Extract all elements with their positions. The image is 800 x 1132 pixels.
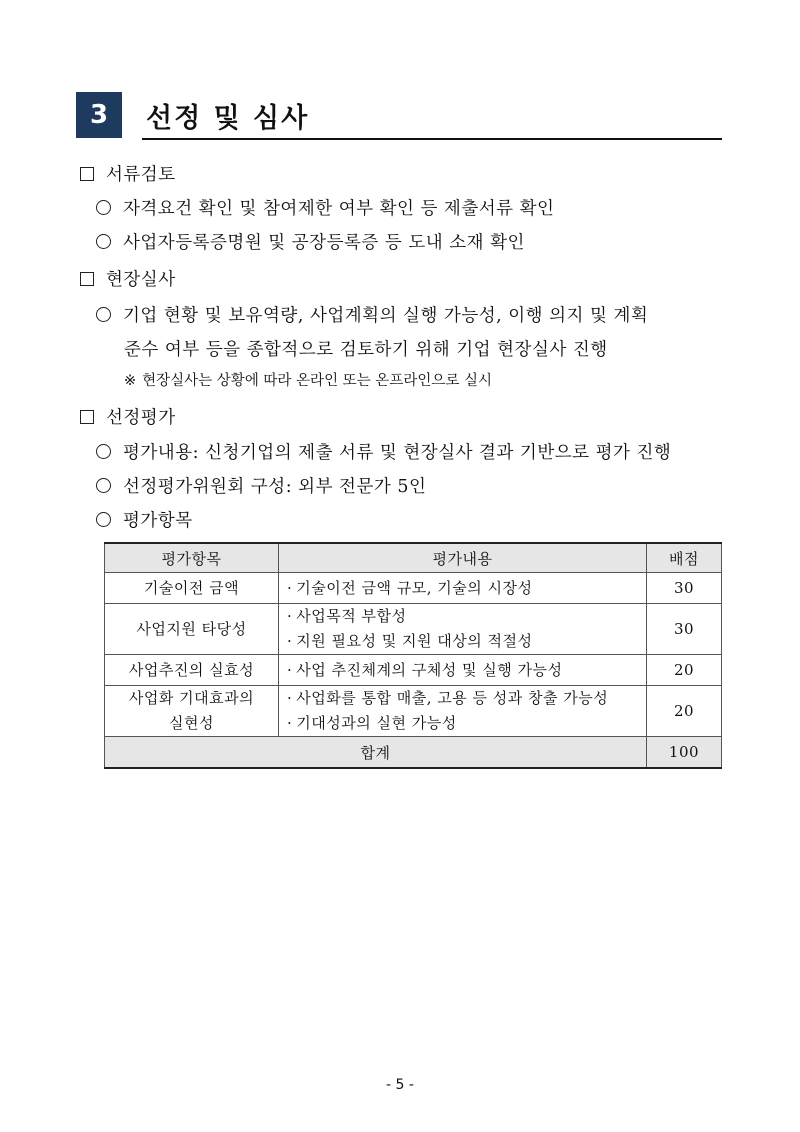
selection-bullet-3: 평가항목 (96, 507, 193, 532)
table-total-row (105, 737, 722, 769)
table-row (105, 604, 722, 655)
heading-site-inspection: 현장실사 (80, 266, 176, 291)
circle-bullet-icon (96, 512, 111, 527)
row-category: 기술이전 금액 (105, 573, 279, 604)
site-inspection-bullet-line2: 준수 여부 등을 종합적으로 검토하기 위해 기업 현장실사 진행 (124, 340, 608, 360)
note-mark: ※ (124, 373, 137, 389)
table-row (105, 655, 722, 686)
circle-bullet-icon (96, 234, 111, 249)
row-content: · 사업목적 부합성 · 지원 필요성 및 지원 대상의 적절성 (279, 604, 647, 655)
row-content: · 사업 추진체계의 구체성 및 실행 가능성 (279, 655, 647, 686)
section-title-rule (142, 138, 722, 140)
evaluation-table (104, 542, 722, 769)
table-header-row (105, 543, 722, 573)
row-score: 20 (647, 686, 722, 737)
row-score: 30 (647, 604, 722, 655)
document-review-bullet-2: 사업자등록증명원 및 공장등록증 등 도내 소재 확인 (96, 229, 525, 254)
heading-selection-evaluation: 선정평가 (80, 404, 176, 429)
square-bullet-icon (80, 167, 94, 181)
table-row (105, 573, 722, 604)
row-score: 20 (647, 655, 722, 686)
site-inspection-bullet-line1: 기업 현황 및 보유역량, 사업계획의 실행 가능성, 이행 의지 및 계획 (96, 302, 648, 327)
section-header (76, 92, 722, 140)
document-review-bullet-1: 자격요건 확인 및 참여제한 여부 확인 등 제출서류 확인 (96, 195, 554, 220)
row-score: 30 (647, 573, 722, 604)
total-label: 합계 (105, 737, 647, 769)
square-bullet-icon (80, 410, 94, 424)
selection-bullet-2: 선정평가위원회 구성: 외부 전문가 5인 (96, 473, 426, 498)
section-title: 선정 및 심사 (146, 103, 310, 134)
site-inspection-note: ※ 현장실사는 상황에 따라 온라인 또는 온프라인으로 실시 (124, 373, 492, 389)
row-category: 사업지원 타당성 (105, 604, 279, 655)
circle-bullet-icon (96, 478, 111, 493)
section-number: 3 (76, 92, 122, 138)
table-row (105, 686, 722, 737)
header-content: 평가내용 (279, 543, 647, 573)
header-score: 배점 (647, 543, 722, 573)
selection-bullet-1: 평가내용: 신청기업의 제출 서류 및 현장실사 결과 기반으로 평가 진행 (96, 439, 671, 464)
row-content: · 기술이전 금액 규모, 기술의 시장성 (279, 573, 647, 604)
circle-bullet-icon (96, 307, 111, 322)
square-bullet-icon (80, 272, 94, 286)
page-number: - 5 - (386, 1077, 414, 1093)
heading-document-review: 서류검토 (80, 161, 176, 186)
header-category: 평가항목 (105, 543, 279, 573)
row-category: 사업추진의 실효성 (105, 655, 279, 686)
circle-bullet-icon (96, 444, 111, 459)
row-content: · 사업화를 통합 매출, 고용 등 성과 창출 가능성 · 기대성과의 실현 가능성 (279, 686, 647, 737)
circle-bullet-icon (96, 200, 111, 215)
total-score: 100 (647, 737, 722, 769)
row-category: 사업화 기대효과의 실현성 (105, 686, 279, 737)
